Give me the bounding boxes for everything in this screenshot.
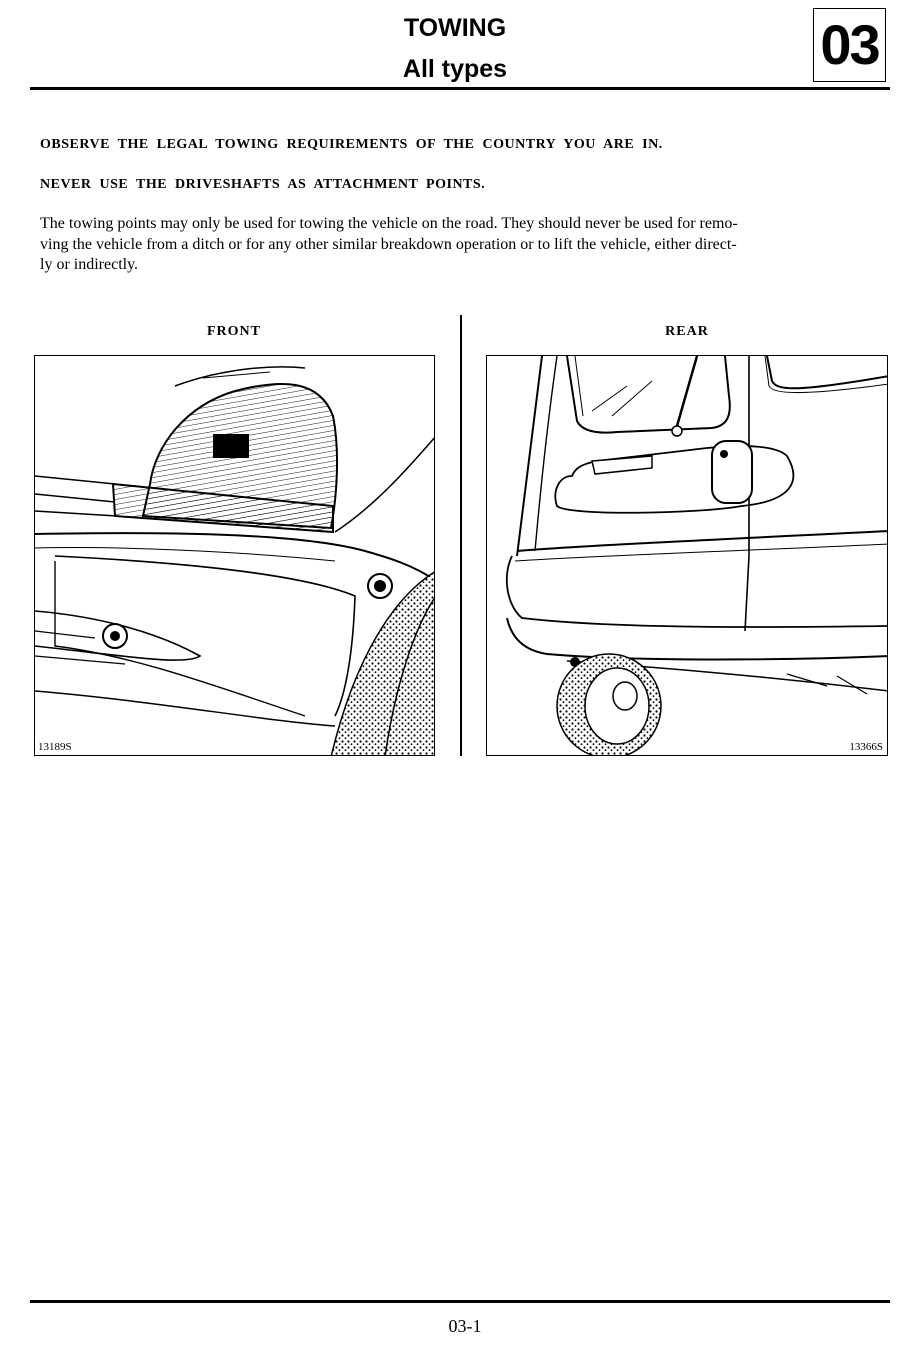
rear-figure-ref: 13366S <box>849 741 883 753</box>
warning-driveshafts: NEVER USE THE DRIVESHAFTS AS ATTACHMENT POINTS. <box>40 177 486 192</box>
rear-figure-label: REAR <box>665 324 709 339</box>
front-bumper-illustration <box>35 356 435 756</box>
rear-bumper-illustration <box>487 356 888 756</box>
figure-divider <box>460 315 462 756</box>
paragraph-line-2: ving the vehicle from a ditch or for any other similar breakdown operation or to lift the vehicle, either direct- <box>40 235 737 253</box>
paragraph-line-1: The towing points may only be used for towing the vehicle on the road. They should never be used for remo- <box>40 215 738 232</box>
front-figure-label: FRONT <box>207 324 261 339</box>
header-rule <box>30 87 890 90</box>
paragraph-line-3: ly or indirectly. <box>40 256 139 273</box>
rear-towing-point-figure <box>486 355 888 756</box>
front-towing-point-figure <box>34 355 435 756</box>
front-figure-ref: 13189S <box>38 741 72 753</box>
footer-rule <box>30 1300 890 1303</box>
section-number-badge: 03 <box>813 8 886 82</box>
page-subtitle: All types <box>402 55 508 83</box>
page-number: 03-1 <box>448 1316 482 1336</box>
towing-instructions-paragraph <box>40 214 852 276</box>
page-title: TOWING <box>403 14 507 42</box>
warning-legal-requirements: OBSERVE THE LEGAL TOWING REQUIREMENTS OF THE COUNTRY YOU ARE IN. <box>40 137 663 152</box>
